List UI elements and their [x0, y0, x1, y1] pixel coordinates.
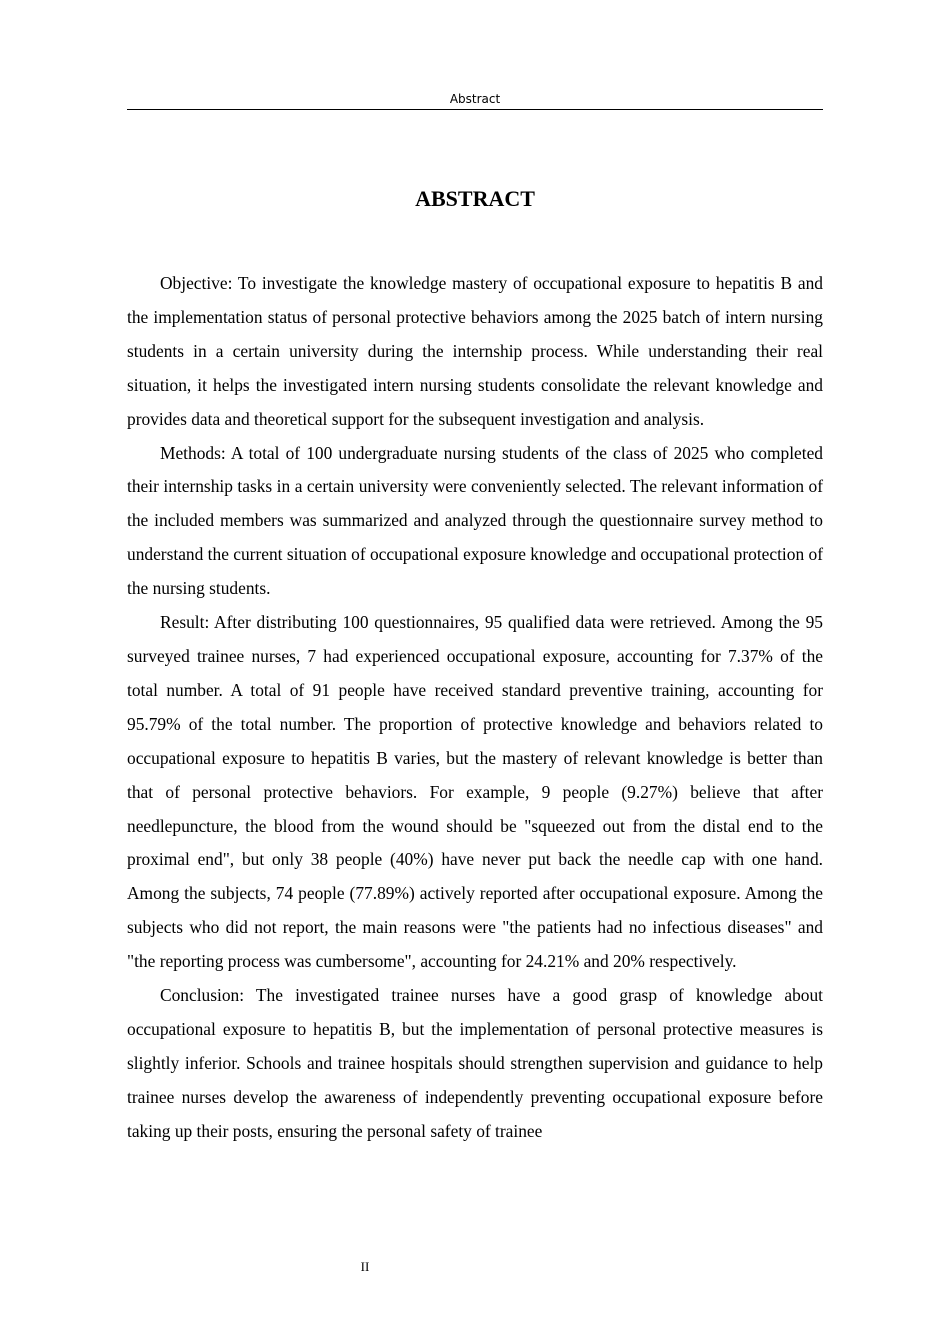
methods-paragraph: Methods: A total of 100 undergraduate nursing students of the class of 2025 who completed their internship tasks in a certain university were conveniently selected. The relevant information of the included members was summarized and analyzed through the questionnaire survey method to understand the current situation of occupational exposure knowledge and occupational protection of the nursing students. [127, 442, 823, 599]
running-header: Abstract [449, 92, 501, 106]
page-title: ABSTRACT [415, 186, 535, 211]
header-divider [127, 109, 823, 110]
abstract-body [127, 267, 823, 1149]
objective-paragraph: Objective: To investigate the knowledge mastery of occupational exposure to hepatitis B and the implementation status of personal protective behaviors among the 2025 batch of intern nursing students in a certain university during the internship process. While understanding their real situation, it helps the investigated intern nursing students consolidate the relevant knowledge and provides data and theoretical support for the subsequent investigation and analysis. [127, 273, 823, 429]
page-number: II [360, 1259, 370, 1274]
conclusion-paragraph: Conclusion: The investigated trainee nurses have a good grasp of knowledge about occupational exposure to hepatitis B, but the implementation of personal protective measures is slightly inferior. Schools and trainee hospitals should strengthen supervision and guidance to help trainee nurses develop the awareness of independently preventing occupational exposure before taking up their posts, ensuring the personal safety of trainee [127, 985, 823, 1141]
result-paragraph: Result: After distributing 100 questionnaires, 95 qualified data were retrieved. Among the 95 surveyed trainee nurses, 7 had experienced occupational exposure, accounting for 7.37% of the total number. A total of 91 people have received standard preventive training, accounting for 95.79% of the total number. The proportion of protective knowledge and behaviors related to occupational exposure to hepatitis B varies, but the mastery of relevant knowledge is better than that of personal protective behaviors. For example, 9 people (9.27%) believe that after needlepuncture, the blood from the wound should be "squeezed out from the distal end to the proximal end", but only 38 people (40%) have never put back the needle cap with one hand. Among the subjects, 74 people (77.89%) actively reported after occupational exposure. Among the subjects who did not report, the main reasons were "the patients had no infectious diseases" and "the reporting process was cumbersome", accounting for 24.21% and 20% respectively. [127, 612, 823, 972]
